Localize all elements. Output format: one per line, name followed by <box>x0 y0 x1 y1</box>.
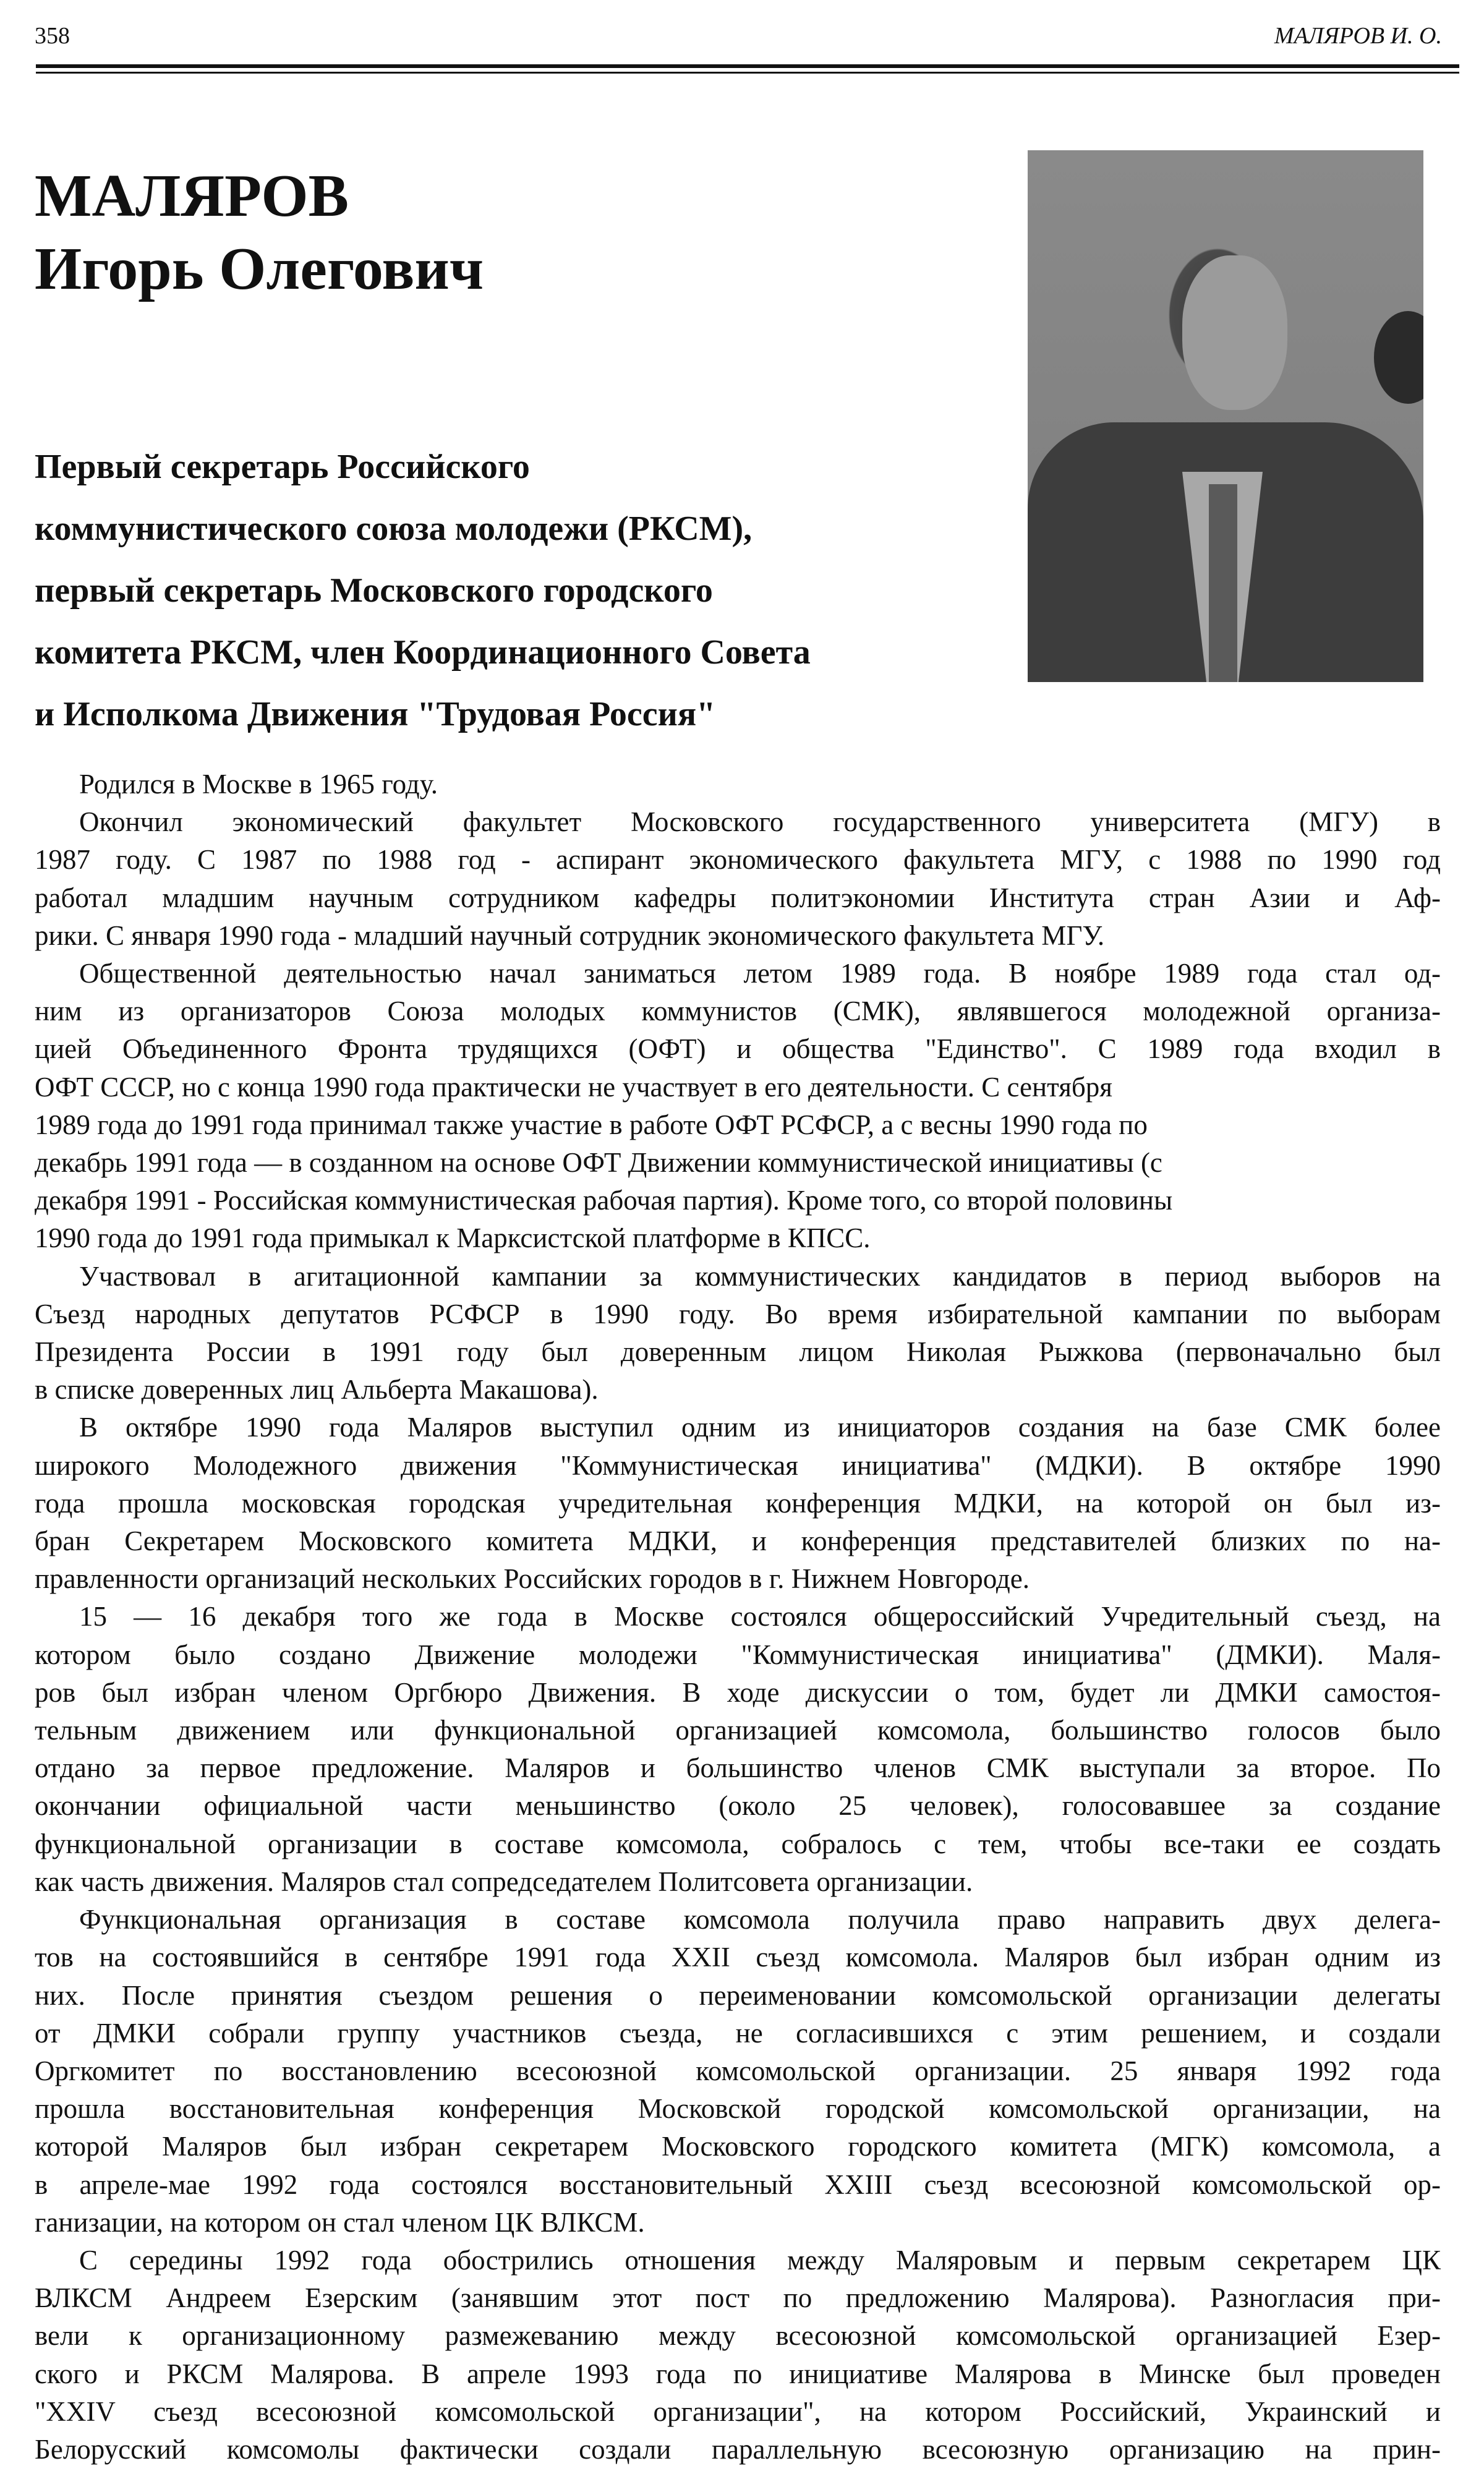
text-line: 1987 году. С 1987 по 1988 год - аспирант экономического факультета МГУ, с 1988 по 1990 год <box>35 844 1441 876</box>
text-line: декабря 1991 - Российская коммунистическая рабочая партия). Кроме того, со второй половины <box>35 1185 1173 1216</box>
entry-surname: МАЛЯРОВ <box>35 163 349 229</box>
paragraph <box>35 2242 1441 2469</box>
text-line: В октябре 1990 года Маляров выступил одним из инициаторов создания на базе СМК более <box>79 1412 1441 1443</box>
text-line: тельным движением или функциональной организацией комсомола, большинство голосов было <box>35 1715 1441 1746</box>
text-line: функциональной организации в составе комсомола, собралось с тем, чтобы все-таки ее создать <box>35 1828 1441 1859</box>
text-line: окончании официальной части меньшинство (около 25 человек), голосовавшее за создание <box>35 1790 1441 1822</box>
microphone-shape <box>1374 311 1423 404</box>
text-line: отдано за первое предложение. Маляров и большинство членов СМК выступали за второе. По <box>35 1752 1441 1784</box>
text-line: Съезд народных депутатов РСФСР в 1990 году. Во время избирательной кампании по выборам <box>35 1298 1441 1329</box>
face-shape <box>1182 255 1287 410</box>
text-line: Оргкомитет по восстановлению всесоюзной комсомольской организации. 25 января 1992 года <box>35 2055 1441 2086</box>
text-line: Президента России в 1991 году был доверенным лицом Николая Рыжкова (первоначально был <box>35 1336 1441 1368</box>
text-line: Белорусский комсомолы фактически создали параллельную всесоюзную организацию на прин- <box>35 2433 1441 2465</box>
text-line: вели к организационному размежеванию между всесоюзной комсомольской организацией Езер- <box>35 2320 1441 2352</box>
entry-subtitle <box>35 436 962 745</box>
tie-shape <box>1209 484 1237 682</box>
text-line: широкого Молодежного движения "Коммунистическая инициатива" (МДКИ). В октябре 1990 <box>35 1449 1441 1481</box>
text-line: Окончил экономический факультет Московского государственного университета (МГУ) в <box>79 806 1441 838</box>
paragraph <box>35 1901 1441 2242</box>
subtitle-line: и Исполкома Движения "Трудовая Россия" <box>35 695 716 733</box>
text-line: них. После принятия съездом решения о переименовании комсомольской организации делегаты <box>35 1979 1441 2011</box>
text-line: "XXIV съезд всесоюзной комсомольской организации", на котором Российский, Украинский и <box>35 2396 1441 2427</box>
text-line: правленности организаций нескольких Российских городов в г. Нижнем Новгороде. <box>35 1563 1030 1595</box>
text-line: тов на состоявшийся в сентябре 1991 года XXII съезд комсомола. Маляров был избран одним из <box>35 1942 1441 1973</box>
text-line: Участвовал в агитационной кампании за коммунистических кандидатов в период выборов на <box>79 1260 1441 1292</box>
entry-given-names: Игорь Олегович <box>35 236 484 302</box>
text-line: С середины 1992 года обострились отношения между Маляровым и первым секретарем ЦК <box>79 2244 1441 2276</box>
header-rule-thin <box>36 72 1459 74</box>
entry-title <box>35 160 484 305</box>
text-line: декабрь 1991 года — в созданном на основе ОФТ Движении коммунистической инициативы (с <box>35 1147 1162 1179</box>
page-number: 358 <box>35 23 70 49</box>
text-line: ВЛКСМ Андреем Езерским (занявшим этот пост по предложению Малярова). Разногласия при- <box>35 2282 1441 2314</box>
text-line: в апреле-мае 1992 года состоялся восстановительный XXIII съезд всесоюзной комсомольской ор- <box>35 2169 1441 2200</box>
text-line: ОФТ СССР, но с конца 1990 года практически не участвует в его деятельности. С сентября <box>35 1071 1112 1103</box>
text-line: ского и РКСМ Малярова. В апреле 1993 года по инициативе Малярова в Минске был проведен <box>35 2358 1441 2389</box>
paragraph <box>35 766 1441 803</box>
body-text <box>35 766 1441 2469</box>
text-line: года прошла московская городская учредительная конференция МДКИ, на которой он был из- <box>35 1487 1441 1519</box>
subtitle-line: первый секретарь Московского городского <box>35 571 713 610</box>
text-line: работал младшим научным сотрудником кафедры политэкономии Института стран Азии и Аф- <box>35 882 1441 913</box>
text-line: прошла восстановительная конференция Московской городской комсомольской организации, на <box>35 2093 1441 2125</box>
text-line: ганизации, на котором он стал членом ЦК ВЛКСМ. <box>35 2206 645 2238</box>
text-line: рики. С января 1990 года - младший научный сотрудник экономического факультета МГУ. <box>35 920 1105 951</box>
text-line: 1990 года до 1991 года примыкал к Марксистской платформе в КПСС. <box>35 1223 871 1254</box>
text-line: как часть движения. Маляров стал сопредседателем Политсовета организации. <box>35 1866 973 1897</box>
text-line: Родился в Москве в 1965 году. <box>79 769 438 800</box>
text-line: которой Маляров был избран секретарем Московского городского комитета (МГК) комсомола, а <box>35 2131 1441 2162</box>
text-line: ров был избран членом Оргбюро Движения. В ходе дискуссии о том, будет ли ДМКИ самостоя- <box>35 1676 1441 1708</box>
paragraph <box>35 1409 1441 1598</box>
text-line: от ДМКИ собрали группу участников съезда, не согласившихся с этим решением, и создали <box>35 2017 1441 2049</box>
text-line: в списке доверенных лиц Альберта Макашова). <box>35 1374 599 1406</box>
text-line: 1989 года до 1991 года принимал также участие в работе ОФТ РСФСР, а с весны 1990 года по <box>35 1109 1148 1140</box>
portrait-photo <box>1028 150 1423 682</box>
text-line: котором было создано Движение молодежи "Коммунистическая инициатива" (ДМКИ). Маля- <box>35 1639 1441 1670</box>
subtitle-line: Первый секретарь Российского <box>35 448 530 486</box>
text-line: цией Объединенного Фронта трудящихся (ОФТ) и общества "Единство". С 1989 года входил в <box>35 1033 1441 1065</box>
paragraph <box>35 1258 1441 1409</box>
text-line: ним из организаторов Союза молодых коммунистов (СМК), являвшегося молодежной организа- <box>35 996 1441 1027</box>
subtitle-line: коммунистического союза молодежи (РКСМ), <box>35 510 753 548</box>
text-line: 15 — 16 декабря того же года в Москве состоялся общероссийский Учредительный съезд, на <box>79 1601 1441 1632</box>
subtitle-line: комитета РКСМ, член Координационного Совета <box>35 633 811 672</box>
text-line: бран Секретарем Московского комитета МДКИ, и конференция представителей близких по на- <box>35 1525 1441 1557</box>
paragraph <box>35 955 1441 1258</box>
text-line: Общественной деятельностью начал заниматься летом 1989 года. В ноябре 1989 года стал од- <box>79 958 1441 989</box>
paragraph <box>35 803 1441 955</box>
header-rule-thick <box>36 64 1459 68</box>
paragraph <box>35 1598 1441 1901</box>
text-line: Функциональная организация в составе комсомола получила право направить двух делега- <box>79 1904 1441 1935</box>
running-title: МАЛЯРОВ И. О. <box>1274 23 1442 49</box>
